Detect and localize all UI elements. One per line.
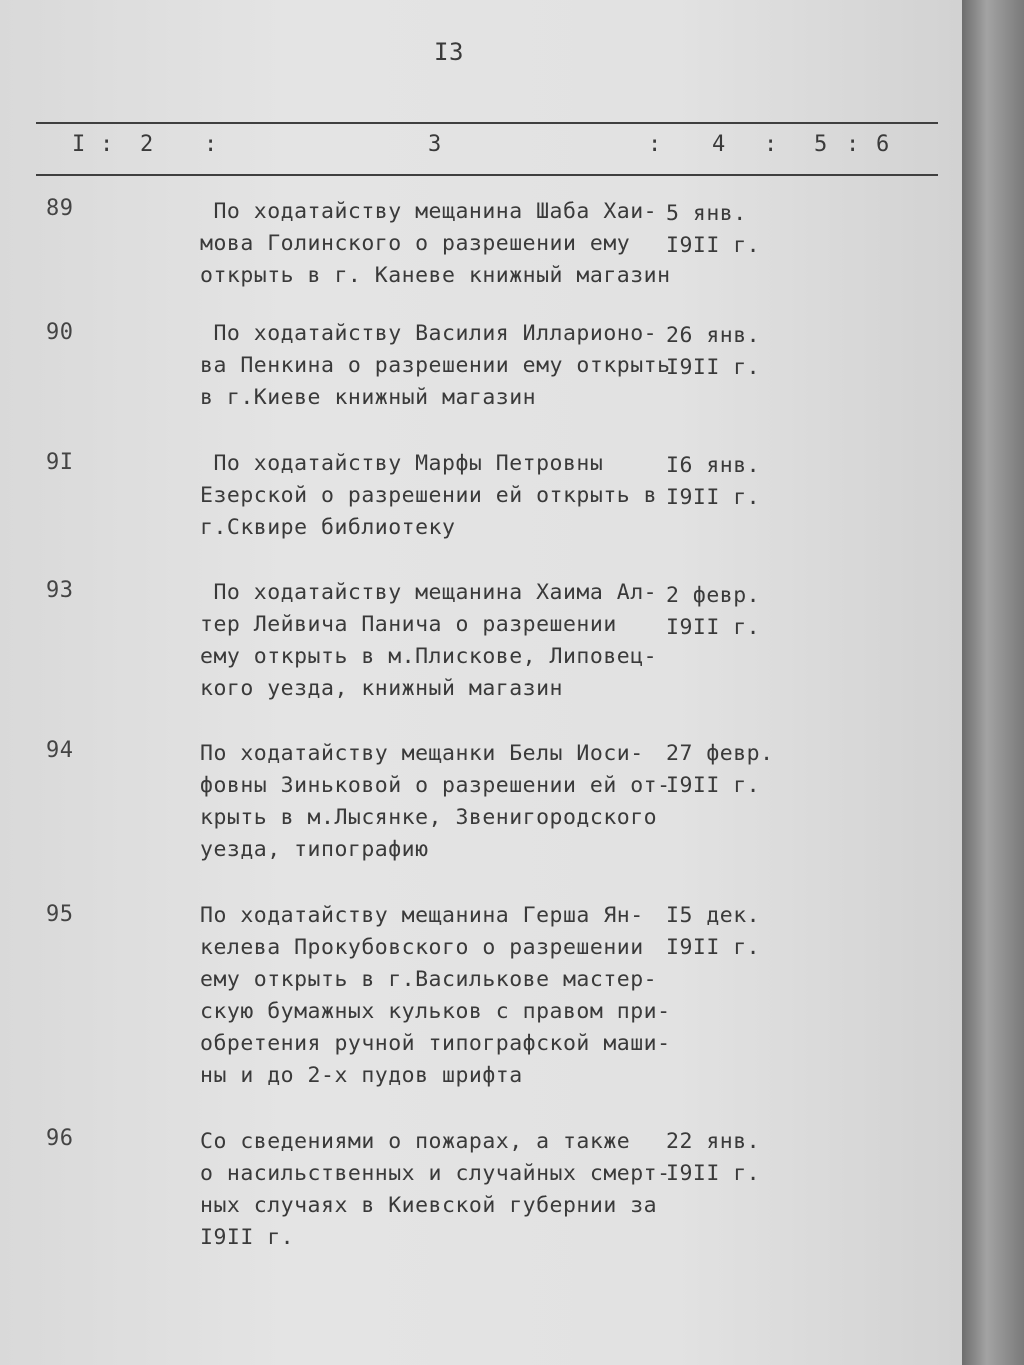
entry-description: По ходатайству мещанина Хаима Ал- тер Лейвича Панича о разрешении ему открыть в м.Плискове, Липовец- кого уезда, книжный магазин (200, 580, 658, 701)
header-separator: : (100, 132, 114, 157)
header-top-rule (36, 122, 938, 124)
header-separator: : (846, 132, 860, 157)
header-separator: : (648, 132, 662, 157)
header-col-1: I (72, 132, 86, 157)
entry-description: Со сведениями о пожарах, а также о насильственных и случайных смерт- ных случаях в Киевской губернии за I9II г. (200, 1129, 671, 1250)
header-col-3: 3 (428, 132, 442, 157)
entry-number: 96 (46, 1126, 74, 1151)
header-col-4: 4 (712, 132, 726, 157)
entry-date: 27 февр. I9II г. (666, 741, 774, 798)
header-col-2: 2 (140, 132, 154, 157)
entry-number: 94 (46, 738, 74, 763)
background-page-edge (962, 0, 1024, 1365)
header-col-5: 5 (814, 132, 828, 157)
entry-date: 2 февр. I9II г. (666, 583, 761, 640)
entry-description: По ходатайству мещанина Шаба Хаи- мова Голинского о разрешении ему открыть в г. Каневе книжный магазин (200, 199, 671, 288)
header-bottom-rule (36, 174, 938, 176)
entry-number: 89 (46, 196, 74, 221)
entry-number: 9I (46, 450, 74, 475)
header-separator: : (764, 132, 778, 157)
entry-description: По ходатайству мещанина Герша Ян- келева Прокубовского о разрешении ему открыть в г.Василькове мастер- скую бумажных кульков с правом при- обретения ручной типографской маши- ны и до 2-х пудов шрифта (200, 903, 671, 1088)
entry-description: По ходатайству Марфы Петровны Езерской о разрешении ей открыть в г.Сквире библиотеку (200, 451, 658, 540)
entry-date: I6 янв. I9II г. (666, 453, 761, 510)
entry-number: 90 (46, 320, 74, 345)
entry-number: 93 (46, 578, 74, 603)
header-col-6: 6 (876, 132, 890, 157)
entry-number: 95 (46, 902, 74, 927)
entry-date: 22 янв. I9II г. (666, 1129, 761, 1186)
entry-description: По ходатайству Василия Илларионо- ва Пенкина о разрешении ему открыть в г.Киеве книжный магазин (200, 321, 671, 410)
header-separator: : (204, 132, 218, 157)
entry-date: I5 дек. I9II г. (666, 903, 761, 960)
entry-description: По ходатайству мещанки Белы Иоси- фовны Зиньковой о разрешении ей от- крыть в м.Лысянке, Звенигородского уезда, типографию (200, 741, 671, 862)
entry-date: 5 янв. I9II г. (666, 201, 761, 258)
page-number: I3 (434, 38, 464, 66)
entry-date: 26 янв. I9II г. (666, 323, 761, 380)
